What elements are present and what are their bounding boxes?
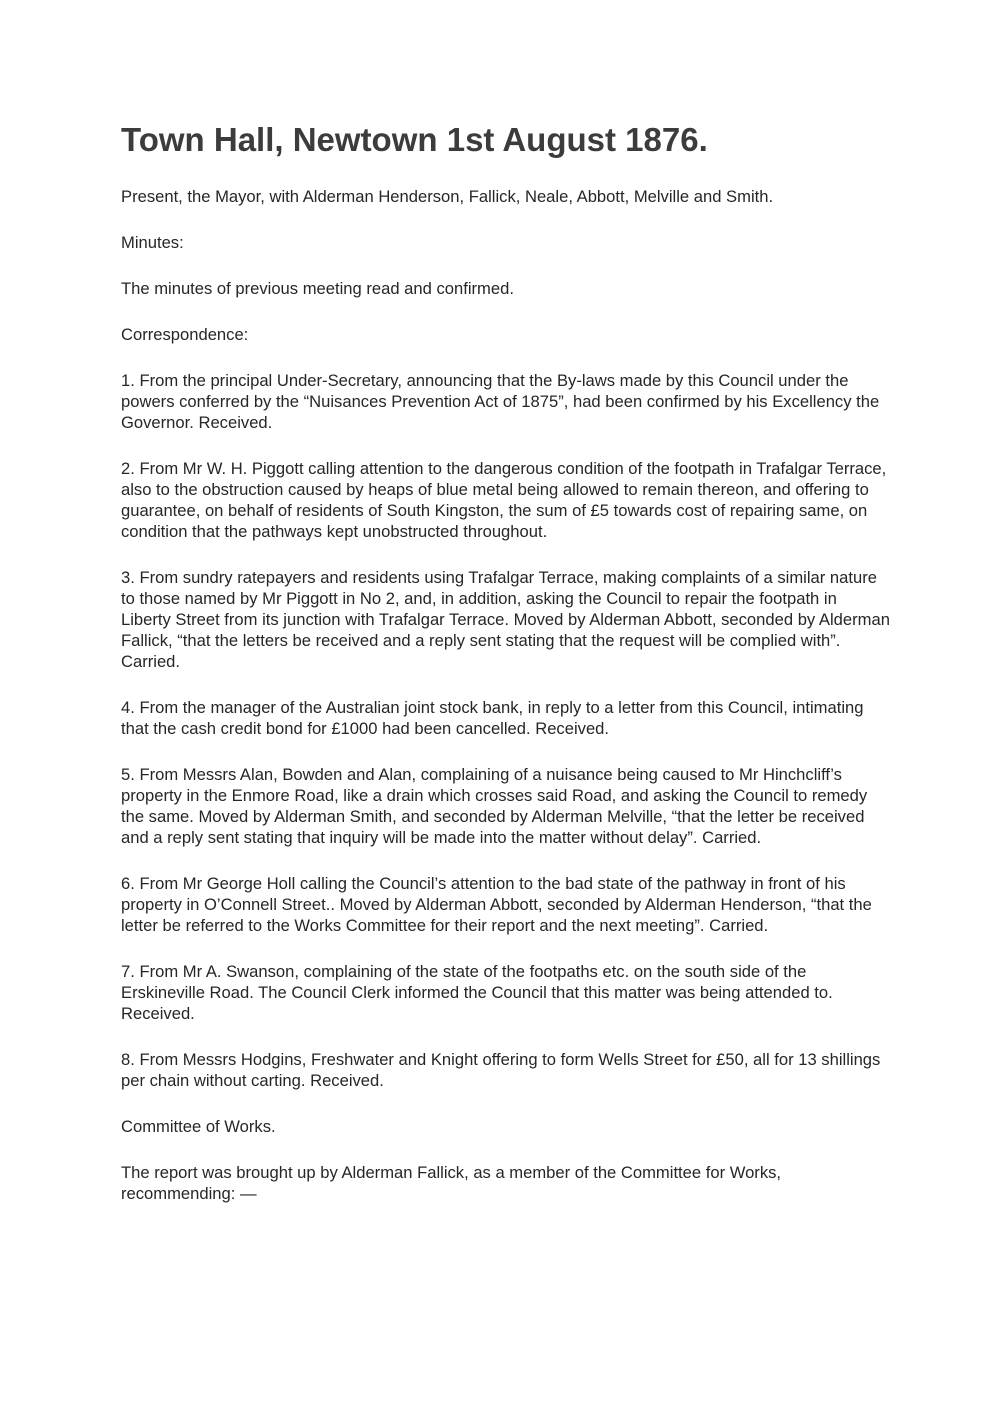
correspondence-item-6: 6. From Mr George Holl calling the Council’s attention to the bad state of the pathway in front of his property in O’Connell Street.. Moved by Alderman Abbott, seconded by Alderman Henderson, “that the letter be referred to the Works Committee for their report and the next meeting”. Carried. — [121, 874, 872, 935]
correspondence-item-5: 5. From Messrs Alan, Bowden and Alan, complaining of a nuisance being caused to Mr Hinchcliff’s property in the Enmore Road, like a drain which crosses said Road, and asking the Council to remedy the same. Moved by Alderman Smith, and seconded by Alderman Melville, “that the letter be received and a reply sent stating that inquiry will be made into the matter without delay”. Carried. — [121, 765, 868, 847]
correspondence-item-3: 3. From sundry ratepayers and residents using Trafalgar Terrace, making complaints of a similar nature to those named by Mr Piggott in No 2, and, in addition, asking the Council to repair the footpath in Liberty Street from its junction with Trafalgar Terrace. Moved by Alderman Abbott, seconded by Alderman Fallick, “that the letters be received and a reply sent stating that the request will be complied with”. Carried. — [121, 568, 890, 671]
correspondence-item-1: 1. From the principal Under-Secretary, announcing that the By-laws made by this Council under the powers conferred by the “Nuisances Prevention Act of 1875”, had been confirmed by his Excellency the Governor. Received. — [121, 371, 880, 432]
correspondence-heading: Correspondence: — [121, 325, 249, 344]
document-page — [121, 120, 891, 1229]
correspondence-item-8: 8. From Messrs Hodgins, Freshwater and Knight offering to form Wells Street for £50, all for 13 shillings per chain without carting. Received. — [121, 1050, 881, 1090]
minutes-heading: Minutes: — [121, 233, 184, 252]
committee-paragraph: The report was brought up by Alderman Fallick, as a member of the Committee for Works, recommending: — — [121, 1163, 782, 1203]
correspondence-item-4: 4. From the manager of the Australian joint stock bank, in reply to a letter from this Council, intimating that the cash credit bond for £1000 had been cancelled. Received. — [121, 698, 864, 738]
minutes-paragraph: The minutes of previous meeting read and confirmed. — [121, 279, 514, 298]
correspondence-item-2: 2. From Mr W. H. Piggott calling attention to the dangerous condition of the footpath in Trafalgar Terrace, also to the obstruction caused by heaps of blue metal being allowed to remain thereon, and offering to guarantee, on behalf of residents of South Kingston, the sum of £5 towards cost of repairing same, on condition that the pathways kept unobstructed throughout. — [121, 459, 887, 541]
page-title: Town Hall, Newtown 1st August 1876. — [121, 121, 708, 158]
attendance-paragraph: Present, the Mayor, with Alderman Henderson, Fallick, Neale, Abbott, Melville and Smith. — [121, 187, 774, 206]
committee-heading: Committee of Works. — [121, 1117, 276, 1136]
correspondence-item-7: 7. From Mr A. Swanson, complaining of the state of the footpaths etc. on the south side of the Erskineville Road. The Council Clerk informed the Council that this matter was being attended to. Received. — [121, 962, 833, 1023]
